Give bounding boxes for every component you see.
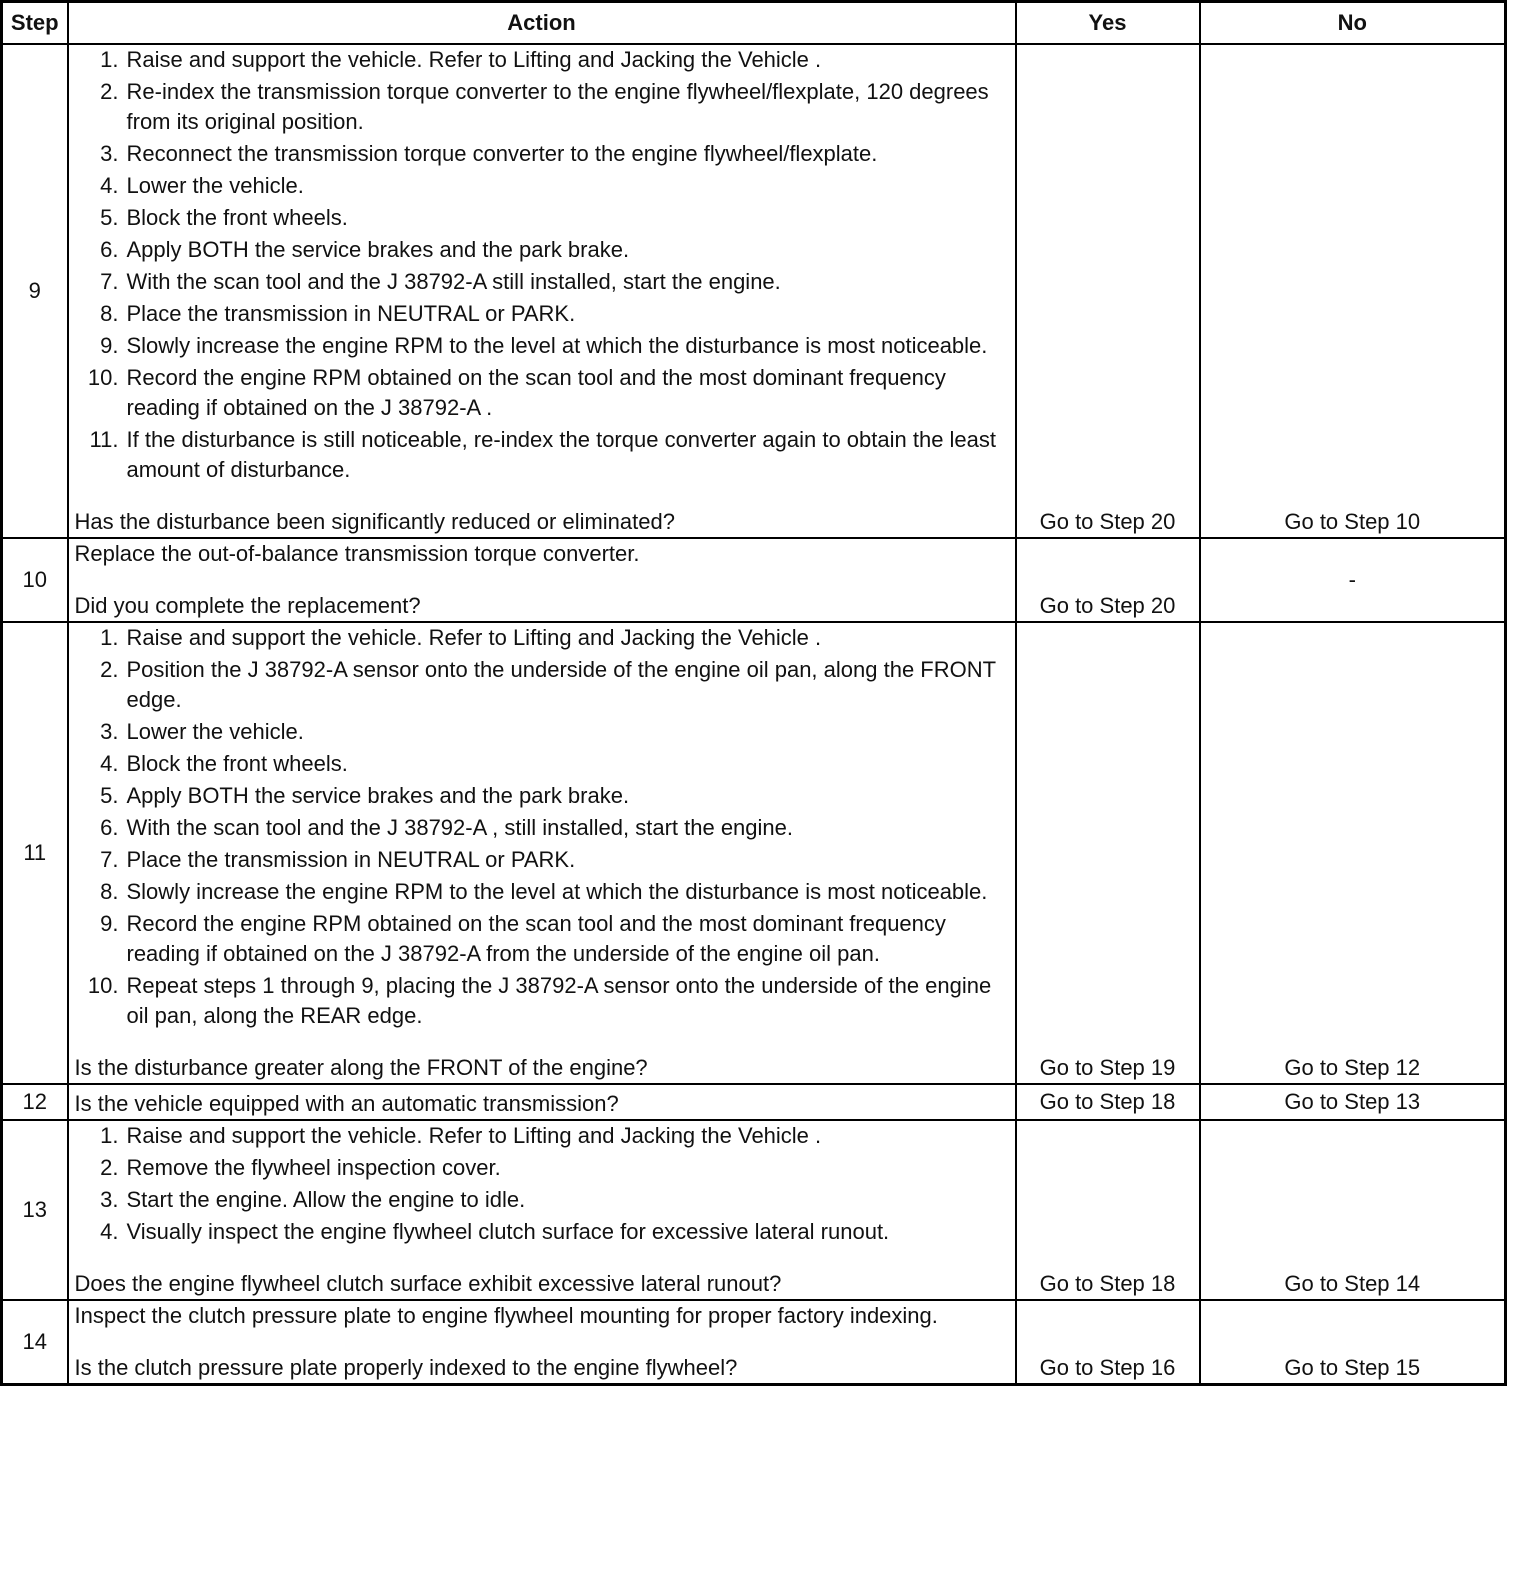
- procedure-item-number: 10.: [87, 365, 119, 390]
- procedure-item: [75, 813, 1009, 843]
- procedure-item-text: With the scan tool and the J 38792-A , still installed, start the engine.: [126, 815, 793, 840]
- action-question: Does the engine flywheel clutch surface exhibit excessive lateral runout?: [74, 1271, 782, 1296]
- table-row: [2, 1120, 1506, 1300]
- table-row: [2, 1300, 1506, 1385]
- action-cell: [68, 1084, 1016, 1120]
- table-row: [2, 538, 1506, 622]
- procedure-item-number: 3.: [100, 141, 119, 166]
- procedure-item-number: 4.: [100, 1219, 119, 1244]
- table-row: [2, 1084, 1506, 1120]
- procedure-item: [75, 235, 1009, 265]
- procedure-item: [75, 1185, 1009, 1215]
- yes-result: Go to Step 18: [1016, 1120, 1200, 1300]
- procedure-item-number: 7.: [100, 847, 119, 872]
- header-no: No: [1200, 2, 1506, 45]
- action-question: Did you complete the replacement?: [74, 593, 421, 618]
- procedure-item-text: Lower the vehicle.: [126, 719, 304, 744]
- procedure-item-text: Raise and support the vehicle. Refer to Lifting and Jacking the Vehicle .: [126, 625, 822, 650]
- table-row: [2, 44, 1506, 538]
- no-result: Go to Step 10: [1200, 44, 1506, 538]
- no-result: -: [1200, 538, 1506, 622]
- header-row: [2, 2, 1506, 45]
- yes-result: Go to Step 19: [1016, 622, 1200, 1084]
- action-instruction: Replace the out-of-balance transmission torque converter.: [74, 541, 640, 566]
- procedure-item: [75, 139, 1009, 169]
- procedure-item: [75, 717, 1009, 747]
- procedure-item-text: Apply BOTH the service brakes and the park brake.: [126, 783, 630, 808]
- procedure-item-number: 8.: [100, 879, 119, 904]
- procedure-item-text: Start the engine. Allow the engine to idle.: [126, 1187, 526, 1212]
- yes-result: Go to Step 16: [1016, 1300, 1200, 1385]
- procedure-item-text: Slowly increase the engine RPM to the level at which the disturbance is most noticeable.: [126, 879, 988, 904]
- table-row: [2, 622, 1506, 1084]
- procedure-item-number: 3.: [100, 719, 119, 744]
- procedure-item-number: 2.: [100, 1155, 119, 1180]
- procedure-item: [75, 299, 1009, 329]
- procedure-item-text: Place the transmission in NEUTRAL or PARK.: [126, 301, 576, 326]
- procedure-item: [75, 77, 1009, 137]
- procedure-item: [75, 171, 1009, 201]
- procedure-item-text: Raise and support the vehicle. Refer to Lifting and Jacking the Vehicle .: [126, 1123, 822, 1148]
- procedure-item-number: 5.: [100, 783, 119, 808]
- procedure-item-text: Remove the flywheel inspection cover.: [126, 1155, 501, 1180]
- procedure-item: [75, 845, 1009, 875]
- action-cell: [68, 44, 1016, 538]
- no-result: Go to Step 15: [1200, 1300, 1506, 1385]
- action-cell: [68, 1300, 1016, 1385]
- procedure-item: [75, 363, 1009, 423]
- procedure-item-text: Record the engine RPM obtained on the scan tool and the most dominant frequency reading if obtained on the J 38792-A from the underside of the engine oil pan.: [126, 911, 946, 966]
- no-result: Go to Step 13: [1200, 1084, 1506, 1120]
- procedure-item-number: 6.: [100, 815, 119, 840]
- procedure-item: [75, 781, 1009, 811]
- action-cell: [68, 622, 1016, 1084]
- step-number: 9: [2, 44, 68, 538]
- procedure-item-text: If the disturbance is still noticeable, re-index the torque converter again to obtain the least amount of disturbance.: [126, 427, 997, 482]
- step-number: 13: [2, 1120, 68, 1300]
- procedure-item-number: 6.: [100, 237, 119, 262]
- procedure-item: [75, 331, 1009, 361]
- procedure-item: [75, 425, 1009, 485]
- yes-result: Go to Step 20: [1016, 538, 1200, 622]
- procedure-item-number: 5.: [100, 205, 119, 230]
- procedure-item-text: Repeat steps 1 through 9, placing the J 38792-A sensor onto the underside of the engine oil pan, along the REAR edge.: [126, 973, 992, 1028]
- procedure-item-number: 2.: [100, 79, 119, 104]
- no-result: Go to Step 12: [1200, 622, 1506, 1084]
- procedure-item-number: 4.: [100, 751, 119, 776]
- step-number: 10: [2, 538, 68, 622]
- step-number: 14: [2, 1300, 68, 1385]
- procedure-item: [75, 623, 1009, 653]
- procedure-item-text: Reconnect the transmission torque converter to the engine flywheel/flexplate.: [126, 141, 878, 166]
- procedure-item-text: Raise and support the vehicle. Refer to Lifting and Jacking the Vehicle .: [126, 47, 822, 72]
- header-step: Step: [2, 2, 68, 45]
- procedure-item-text: Place the transmission in NEUTRAL or PARK.: [126, 847, 576, 872]
- procedure-item: [75, 749, 1009, 779]
- procedure-item: [75, 203, 1009, 233]
- procedure-item-number: 10.: [87, 973, 119, 998]
- action-instruction: Inspect the clutch pressure plate to engine flywheel mounting for proper factory indexing.: [74, 1303, 938, 1328]
- procedure-item-number: 8.: [100, 301, 119, 326]
- procedure-item-number: 3.: [100, 1187, 119, 1212]
- procedure-item-text: Record the engine RPM obtained on the scan tool and the most dominant frequency reading if obtained on the J 38792-A .: [126, 365, 946, 420]
- procedure-item: [75, 877, 1009, 907]
- procedure-item-text: Apply BOTH the service brakes and the park brake.: [126, 237, 630, 262]
- action-question: Is the clutch pressure plate properly indexed to the engine flywheel?: [74, 1355, 738, 1380]
- procedure-item-number: 7.: [100, 269, 119, 294]
- procedure-item-text: With the scan tool and the J 38792-A still installed, start the engine.: [126, 269, 781, 294]
- action-cell: [68, 1120, 1016, 1300]
- table-body: [2, 44, 1506, 1385]
- procedure-item-number: 9.: [100, 333, 119, 358]
- procedure-item-number: 9.: [100, 911, 119, 936]
- action-question: Has the disturbance been significantly reduced or eliminated?: [74, 509, 675, 534]
- procedure-item-number: 2.: [100, 657, 119, 682]
- procedure-item: [75, 1121, 1009, 1151]
- action-question: Is the disturbance greater along the FRONT of the engine?: [74, 1055, 648, 1080]
- procedure-item-text: Lower the vehicle.: [126, 173, 304, 198]
- procedure-list: [75, 1121, 1009, 1247]
- procedure-item-text: Position the J 38792-A sensor onto the underside of the engine oil pan, along the FRONT edge.: [126, 657, 996, 712]
- procedure-item: [75, 971, 1009, 1031]
- procedure-item-text: Re-index the transmission torque converter to the engine flywheel/flexplate, 120 degrees from its original position.: [126, 79, 989, 134]
- procedure-item-number: 1.: [100, 1123, 119, 1148]
- no-result: Go to Step 14: [1200, 1120, 1506, 1300]
- procedure-item-text: Visually inspect the engine flywheel clutch surface for excessive lateral runout.: [126, 1219, 890, 1244]
- yes-result: Go to Step 18: [1016, 1084, 1200, 1120]
- yes-result: Go to Step 20: [1016, 44, 1200, 538]
- action-question: Is the vehicle equipped with an automatic transmission?: [74, 1091, 619, 1116]
- procedure-item-number: 11.: [89, 427, 119, 452]
- procedure-item-text: Slowly increase the engine RPM to the level at which the disturbance is most noticeable.: [126, 333, 988, 358]
- step-number: 11: [2, 622, 68, 1084]
- procedure-item: [75, 45, 1009, 75]
- procedure-item-number: 1.: [100, 625, 119, 650]
- procedure-item: [75, 1217, 1009, 1247]
- procedure-item-text: Block the front wheels.: [126, 205, 348, 230]
- procedure-item-text: Block the front wheels.: [126, 751, 348, 776]
- procedure-item-number: 4.: [100, 173, 119, 198]
- procedure-list: [75, 623, 1009, 1031]
- action-cell: [68, 538, 1016, 622]
- procedure-item: [75, 909, 1009, 969]
- procedure-list: [75, 45, 1009, 485]
- header-action: Action: [68, 2, 1016, 45]
- procedure-item-number: 1.: [100, 47, 119, 72]
- procedure-item: [75, 1153, 1009, 1183]
- procedure-item: [75, 655, 1009, 715]
- step-number: 12: [2, 1084, 68, 1120]
- header-yes: Yes: [1016, 2, 1200, 45]
- procedure-item: [75, 267, 1009, 297]
